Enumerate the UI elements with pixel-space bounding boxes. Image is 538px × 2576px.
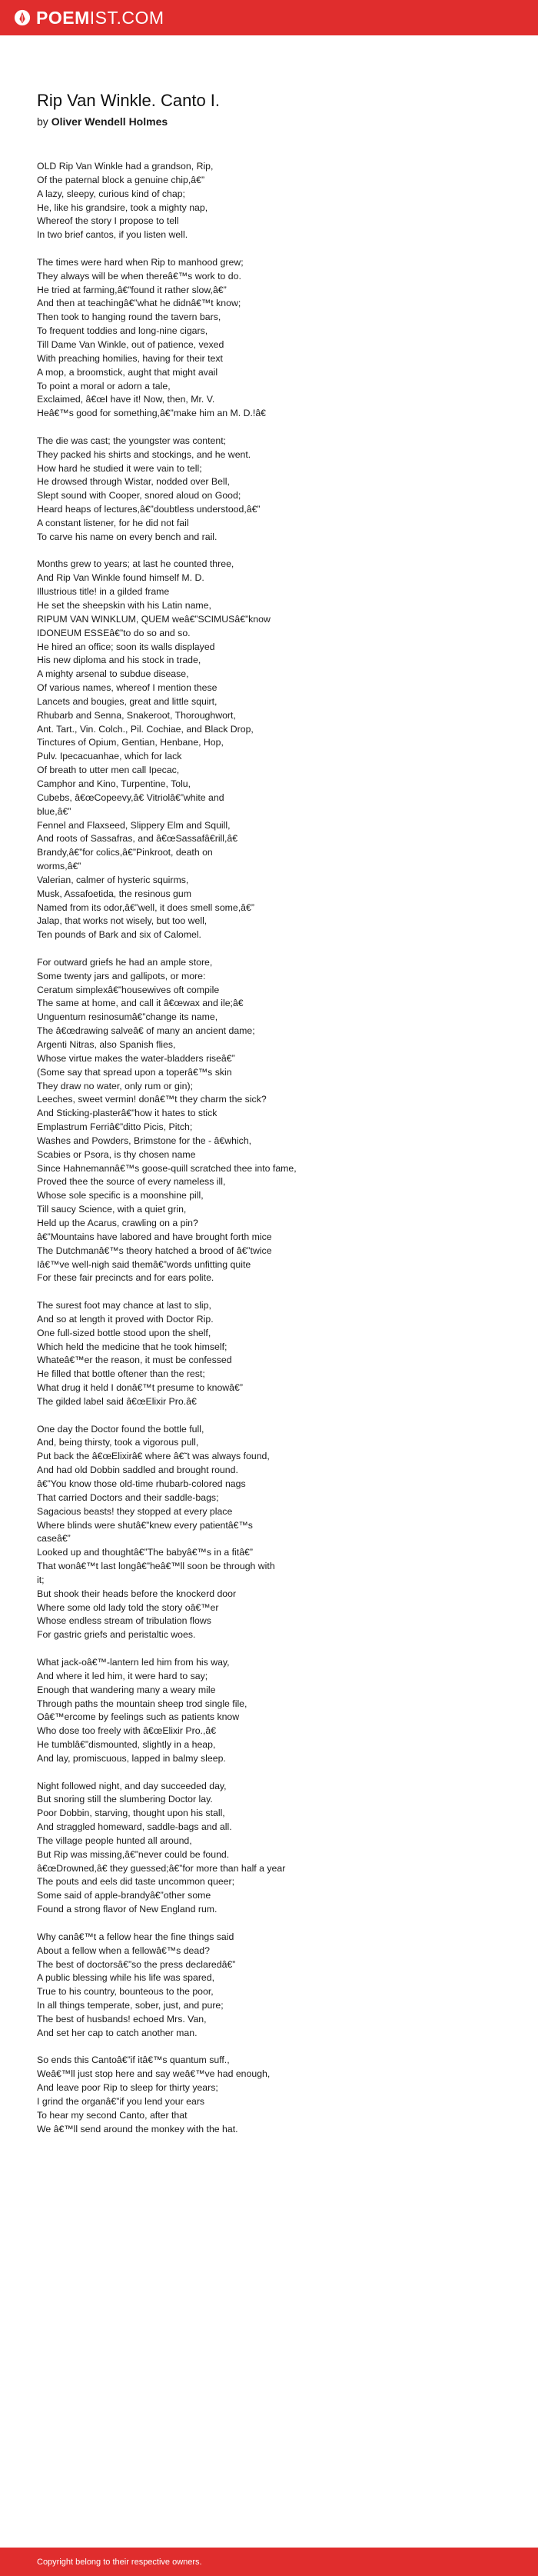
poem-line: Poor Dobbin, starving, thought upon his stall, — [37, 1808, 225, 1819]
poem-line: And roots of Sassafras, and â€œSassafâ€rill,â€ — [37, 833, 238, 845]
poem-line: Night followed night, and day succeeded day, — [37, 1780, 227, 1791]
poem-line: He hired an office; soon its walls displayed — [37, 641, 215, 652]
poem-line: That carried Doctors and their saddle-bags; — [37, 1491, 219, 1503]
poem-line: What drug it held I donâ€™t presume to knowâ€” — [37, 1382, 243, 1394]
poem-line: The gilded label said â€œElixir Pro.â€ — [37, 1395, 197, 1407]
poem-line: About a fellow when a fellowâ€™s dead? — [37, 1944, 210, 1956]
poem-line: He drowsed through Wistar, nodded over Bell, — [37, 476, 230, 488]
poem-line: Why canâ€™t a fellow hear the fine things said — [37, 1931, 234, 1942]
poem-line: They draw no water, only rum or gin); — [37, 1080, 193, 1091]
poem-line: Proved thee the source of every nameless ill, — [37, 1176, 226, 1188]
poem-line: Oâ€™ercome by feelings such as patients know — [37, 1711, 240, 1723]
poem-line: To hear my second Canto, after that — [37, 2109, 188, 2121]
poem-line: Ten pounds of Bark and six of Calomel. — [37, 929, 201, 941]
poem-line: But shook their heads before the knockerd door — [37, 1588, 237, 1599]
poem-line: He filled that bottle oftener than the rest; — [37, 1368, 205, 1380]
poem-line: The pouts and eels did taste uncommon queer; — [37, 1876, 235, 1888]
poem-line: For these fair precincts and for ears polite. — [37, 1272, 214, 1284]
poem-line: Weâ€™ll just stop here and say weâ€™ve had enough, — [37, 2068, 271, 2080]
poem-line: Slept sound with Cooper, snored aloud on Good; — [37, 490, 241, 502]
poem-line: Lancets and bougies, great and little squirt, — [37, 695, 218, 707]
poem-line: I grind the organâ€”if you lend your ears — [37, 2095, 205, 2107]
stanza — [37, 1656, 507, 1766]
poem-line: In two brief cantos, if you listen well. — [37, 229, 188, 241]
poem-line: Whose virtue makes the water-bladders riseâ€” — [37, 1052, 235, 1064]
poem-line: He tumblâ€”dismounted, slightly in a heap, — [37, 1739, 216, 1751]
poem-line: But snoring still the slumbering Doctor lay. — [37, 1794, 213, 1805]
poem-line: A constant listener, for he did not fail — [37, 517, 189, 528]
poem-line: Since Hahnemannâ€™s goose-quill scratched thee into fame, — [37, 1162, 297, 1174]
poem-line: And where it led him, it were hard to say; — [37, 1670, 208, 1681]
poem-line: And, being thirsty, took a vigorous pull, — [37, 1437, 199, 1448]
stanza — [37, 1780, 507, 1917]
poem-line: Ant. Tart., Vin. Colch., Pil. Cochiae, and Black Drop, — [37, 723, 254, 735]
poem-line: it; — [37, 1574, 45, 1585]
poem-line: Camphor and Kino, Turpentine, Tolu, — [37, 778, 191, 789]
poem-line: The die was cast; the youngster was content; — [37, 435, 227, 446]
stanza — [37, 2054, 507, 2136]
poem-line: He set the sheepskin with his Latin name, — [37, 600, 211, 611]
stanza — [37, 256, 507, 421]
poem-body — [37, 160, 507, 2137]
poem-line: Scabies or Psora, is thy chosen name — [37, 1148, 196, 1160]
site-header — [0, 0, 538, 35]
poem-line: Fennel and Flaxseed, Slippery Elm and Squill, — [37, 819, 231, 831]
poem-line: caseâ€” — [37, 1533, 71, 1545]
poem-line: With preaching homilies, having for their text — [37, 352, 223, 364]
poem-line: (Some say that spread upon a toperâ€™s skin — [37, 1066, 232, 1078]
poem-line: Whateâ€™er the reason, it must be confessed — [37, 1355, 232, 1366]
poem-line: Washes and Powders, Brimstone for the - â€which, — [37, 1135, 252, 1146]
poem-line: The â€œdrawing salveâ€ of many an ancient dame; — [37, 1025, 255, 1037]
poem-line: OLD Rip Van Winkle had a grandson, Rip, — [37, 161, 214, 172]
poem-line: Tinctures of Opium, Gentian, Henbane, Hop, — [37, 737, 224, 748]
stanza — [37, 1423, 507, 1643]
poem-line: In all things temperate, sober, just, and pure; — [37, 2000, 224, 2011]
poem-line: Where blinds were shutâ€”knew every patientâ€™s — [37, 1519, 253, 1531]
logo-light-text: IST.COM — [89, 7, 164, 28]
poem-line: Exclaimed, â€œI have it! Now, then, Mr. V. — [37, 394, 215, 405]
poem-line: For gastric griefs and peristaltic woes. — [37, 1629, 196, 1641]
poem-content — [0, 35, 538, 2137]
poem-line: The village people hunted all around, — [37, 1835, 192, 1846]
poem-line: A mop, a broomstick, aught that might avail — [37, 366, 218, 378]
poem-line: Iâ€™ve well-nigh said themâ€”words unfitting quite — [37, 1258, 251, 1270]
poem-line: To frequent toddies and long-nine cigars, — [37, 325, 208, 337]
poem-line: They always will be when thereâ€™s work to do. — [37, 270, 241, 282]
poem-line: RIPUM VAN WINKLUM, QUEM weâ€”SCIMUSâ€”know — [37, 613, 271, 625]
logo-wordmark — [36, 9, 164, 27]
poem-line: Where some old lady told the story oâ€™er — [37, 1601, 219, 1613]
poem-line: Months grew to years; at last he counted three, — [37, 558, 234, 570]
poem-line: But Rip was missing,â€”never could be found. — [37, 1848, 230, 1860]
byline — [37, 115, 507, 128]
poem-line: Rhubarb and Senna, Snakeroot, Thoroughwort, — [37, 709, 236, 721]
poem-line: We â€™ll send around the monkey with the hat. — [37, 2123, 238, 2134]
poem-line: Which held the medicine that he took himself; — [37, 1341, 227, 1352]
poem-line: Heard heaps of lectures,â€”doubtless understood,â€” — [37, 504, 261, 515]
poem-line: To carve his name on every bench and rail. — [37, 531, 218, 542]
poem-line: And set her cap to catch another man. — [37, 2027, 198, 2038]
poem-line: â€”Mountains have labored and have brought forth mice — [37, 1231, 272, 1242]
poem-line: Illustrious title! in a gilded frame — [37, 586, 170, 598]
poem-line: And Sticking-plasterâ€”how it hates to stick — [37, 1108, 218, 1119]
poem-line: The same at home, and call it â€œwax and ile;â€ — [37, 998, 244, 1009]
poem-line: Whose sole specific is a moonshine pill, — [37, 1190, 204, 1201]
poem-line: That wonâ€™t last longâ€”heâ€™ll soon be through with — [37, 1561, 275, 1572]
stanza — [37, 956, 507, 1285]
poem-line: The times were hard when Rip to manhood grew; — [37, 256, 244, 268]
poem-line: IDONEUM ESSEâ€”to do so and so. — [37, 627, 191, 638]
poem-line: A public blessing while his life was spared, — [37, 1972, 215, 1984]
poem-line: Enough that wandering many a weary mile — [37, 1684, 216, 1695]
poem-line: And lay, promiscuous, lapped in balmy sleep. — [37, 1752, 226, 1764]
poem-line: A lazy, sleepy, curious kind of chap; — [37, 188, 185, 199]
logo-strong-text: POEM — [36, 7, 90, 28]
poem-line: Unguentum resinosumâ€”change its name, — [37, 1011, 218, 1023]
stanza — [37, 160, 507, 242]
poem-line: The best of husbands! echoed Mrs. Van, — [37, 2013, 207, 2024]
poem-line: The best of doctorsâ€”so the press declaredâ€” — [37, 1958, 236, 1970]
poem-line: So ends this Cantoâ€”if itâ€™s quantum suff., — [37, 2054, 230, 2066]
poem-line: Of various names, whereof I mention these — [37, 682, 218, 694]
poem-line: Musk, Assafoetida, the resinous gum — [37, 888, 191, 899]
stanza — [37, 1299, 507, 1409]
poem-line: Some twenty jars and gallipots, or more: — [37, 970, 206, 981]
poem-line: â€”You know those old-time rhubarb-colored nags — [37, 1478, 246, 1489]
poem-line: True to his country, bounteous to the poor, — [37, 1986, 214, 1998]
poem-line: For outward griefs he had an ample store, — [37, 956, 213, 968]
poem-line: The surest foot may chance at last to slip, — [37, 1300, 211, 1311]
poem-line: And straggled homeward, saddle-bags and all. — [37, 1821, 232, 1833]
poem-line: â€œDrowned,â€ they guessed;â€”for more than half a year — [37, 1862, 286, 1874]
site-logo[interactable] — [14, 9, 164, 27]
poem-line: Pulv. Ipecacuanhae, which for lack — [37, 751, 182, 762]
poem-line: Found a strong flavor of New England rum. — [37, 1904, 218, 1915]
poem-line: Whereof the story I propose to tell — [37, 215, 179, 227]
poem-line: Valerian, calmer of hysteric squirms, — [37, 874, 189, 885]
poem-line: blue,â€” — [37, 805, 71, 817]
poem-line: Till saucy Science, with a quiet grin, — [37, 1204, 187, 1215]
poem-line: They packed his shirts and stockings, and he went. — [37, 448, 251, 460]
poem-line: Then took to hanging round the tavern bars, — [37, 312, 221, 323]
poem-line: Who dose too freely with â€œElixir Pro.,â€ — [37, 1725, 217, 1737]
site-footer — [0, 2548, 538, 2576]
byline-prefix: by — [37, 115, 51, 128]
author-link[interactable]: Oliver Wendell Holmes — [51, 115, 168, 128]
poem-line: Whose endless stream of tribulation flows — [37, 1615, 211, 1627]
poem-line: Looked up and thoughtâ€”The babyâ€™s in a fitâ€” — [37, 1547, 253, 1558]
poem-line: Ceratum simplexâ€”housewives oft compile — [37, 984, 220, 995]
poem-line: Some said of apple-brandyâ€”other some — [37, 1890, 211, 1901]
poem-line: And so at length it proved with Doctor Rip. — [37, 1313, 214, 1325]
poem-line: Cubebs, â€œCopeevy,â€ Vitriolâ€”white and — [37, 791, 224, 803]
poem-line: He tried at farming,â€”found it rather slow,â€” — [37, 284, 227, 295]
poem-title: Rip Van Winkle. Canto I. — [37, 91, 221, 110]
poem-line: Heâ€™s good for something,â€”make him an M. D.!â€ — [37, 408, 267, 419]
stanza — [37, 435, 507, 545]
poem-line: How hard he studied it were vain to tell; — [37, 462, 202, 474]
poem-line: Leeches, sweet vermin! donâ€™t they charm the sick? — [37, 1094, 267, 1105]
poem-line: And Rip Van Winkle found himself M. D. — [37, 572, 204, 584]
poem-line: One full-sized bottle stood upon the shelf, — [37, 1327, 211, 1338]
stanza — [37, 558, 507, 942]
poem-line: Through paths the mountain sheep trod single file, — [37, 1698, 247, 1709]
poem-line: Of the paternal block a genuine chip,â€” — [37, 174, 205, 185]
poem-line: Argenti Nitras, also Spanish flies, — [37, 1039, 176, 1050]
poem-line: Till Dame Van Winkle, out of patience, vexed — [37, 338, 224, 350]
poem-line: Held up the Acarus, crawling on a pin? — [37, 1217, 198, 1228]
poem-line: What jack-oâ€™-lantern led him from his way, — [37, 1656, 230, 1668]
poem-line: The Dutchmanâ€™s theory hatched a brood of â€”twice — [37, 1245, 272, 1256]
poem-line: Emplastrum Ferriâ€”ditto Picis, Pitch; — [37, 1121, 193, 1133]
poem-line: One day the Doctor found the bottle full, — [37, 1423, 204, 1435]
poem-line: His new diploma and his stock in trade, — [37, 655, 201, 666]
poem-line: And had old Dobbin saddled and brought round. — [37, 1465, 238, 1476]
stanza — [37, 1931, 507, 2041]
poem-line: Of breath to utter men call Ipecac, — [37, 765, 180, 776]
poem-line: A mighty arsenal to subdue disease, — [37, 668, 189, 680]
poem-line: worms,â€” — [37, 861, 81, 872]
poem-line: And leave poor Rip to sleep for thirty years; — [37, 2082, 218, 2094]
copyright-text: Copyright belong to their respective owners. — [37, 2557, 202, 2567]
poem-line: Named from its odor,â€”well, it does smell some,â€” — [37, 901, 254, 913]
quill-logo-icon — [14, 9, 31, 26]
poem-line: Put back the â€œElixirâ€ where â€˜t was always found, — [37, 1451, 270, 1462]
poem-line: To point a moral or adorn a tale, — [37, 380, 171, 392]
poem-line: And then at teachingâ€”what he didnâ€™t know; — [37, 298, 241, 309]
poem-line: Jalap, that works not wisely, but too well, — [37, 915, 208, 927]
poem-line: He, like his grandsire, took a mighty nap, — [37, 202, 208, 213]
poem-line: Brandy,â€”for colics,â€”Pinkroot, death on — [37, 847, 213, 858]
poem-line: Sagacious beasts! they stopped at every place — [37, 1505, 233, 1517]
